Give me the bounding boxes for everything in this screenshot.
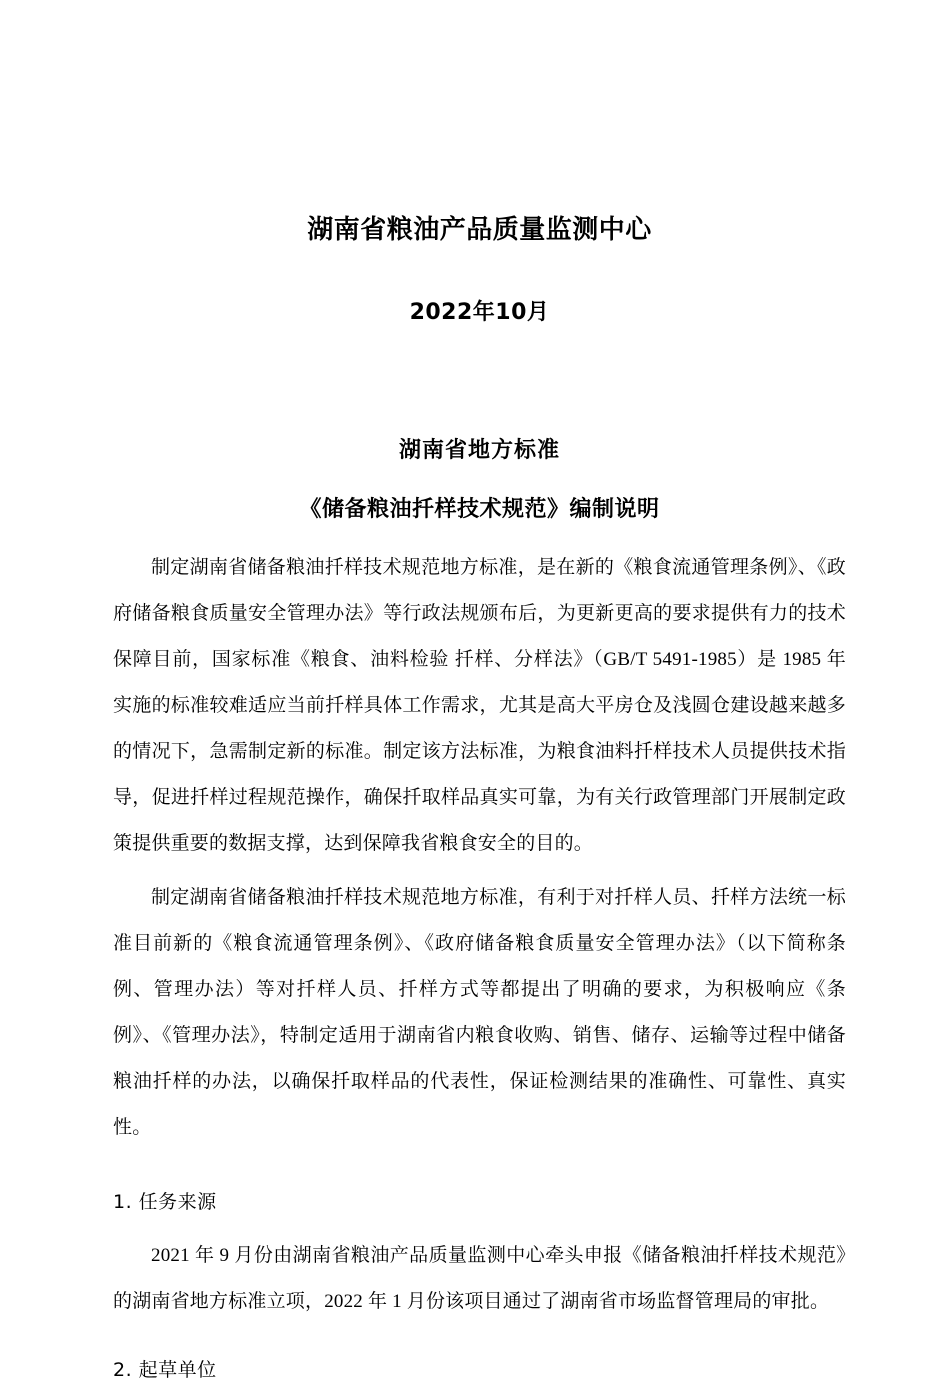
document-heading-block [113, 436, 846, 523]
body-paragraph-1: 制定湖南省储备粮油扦样技术规范地方标准，是在新的《粮食流通管理条例》、《政府储备粮食质量安全管理办法》等行政法规颁布后，为更新更高的要求提供有力的技术保障目前，国家标准《粮食、油料检验 扦样、分样法》（GB/T 5491-1985）是 1985 年实施的标准较难适应当前扦样具体工作需求，尤其是高大平房仓及浅圆仓建设越来越多的情况下，急需制定新的标准。制定该方法标准，为粮食油料扦样技术人员提供技术指导，促进扦样过程规范操作，确保扦取样品真实可靠，为有关行政管理部门开展制定政策提供重要的数据支撑，达到保障我省粮食安全的目的。 [113, 557, 846, 855]
section-body-task-source: 2021 年 9 月份由湖南省粮油产品质量监测中心牵头申报《储备粮油扦样技术规范》的湖南省地方标准立项，2022 年 1 月份该项目通过了湖南省市场监督管理局的审批。 [113, 1245, 846, 1313]
page-content [113, 0, 846, 1393]
section-heading-drafting-unit: 2. 起草单位 [113, 1359, 217, 1382]
organization-title: 湖南省粮油产品质量监测中心 [307, 215, 652, 245]
cover-date: 2022年10月 [409, 299, 550, 325]
body-paragraph-2: 制定湖南省储备粮油扦样技术规范地方标准，有利于对扦样人员、扦样方法统一标准目前新的《粮食流通管理条例》、《政府储备粮食质量安全管理办法》（以下简称条例、管理办法）等对扦样人员、扦样方式等都提出了明确的要求，为积极响应《条例》、《管理办法》，特制定适用于湖南省内粮食收购、销售、储存、运输等过程中储备粮油扦样的办法，以确保扦取样品的代表性，保证检测结果的准确性、可靠性、真实性。 [113, 887, 846, 1139]
section-heading-task-source: 1. 任务来源 [113, 1191, 217, 1214]
cover-block [113, 0, 846, 326]
standard-type-heading: 湖南省地方标准 [398, 437, 560, 462]
document-title-heading: 《储备粮油扦样技术规范》编制说明 [299, 495, 660, 521]
